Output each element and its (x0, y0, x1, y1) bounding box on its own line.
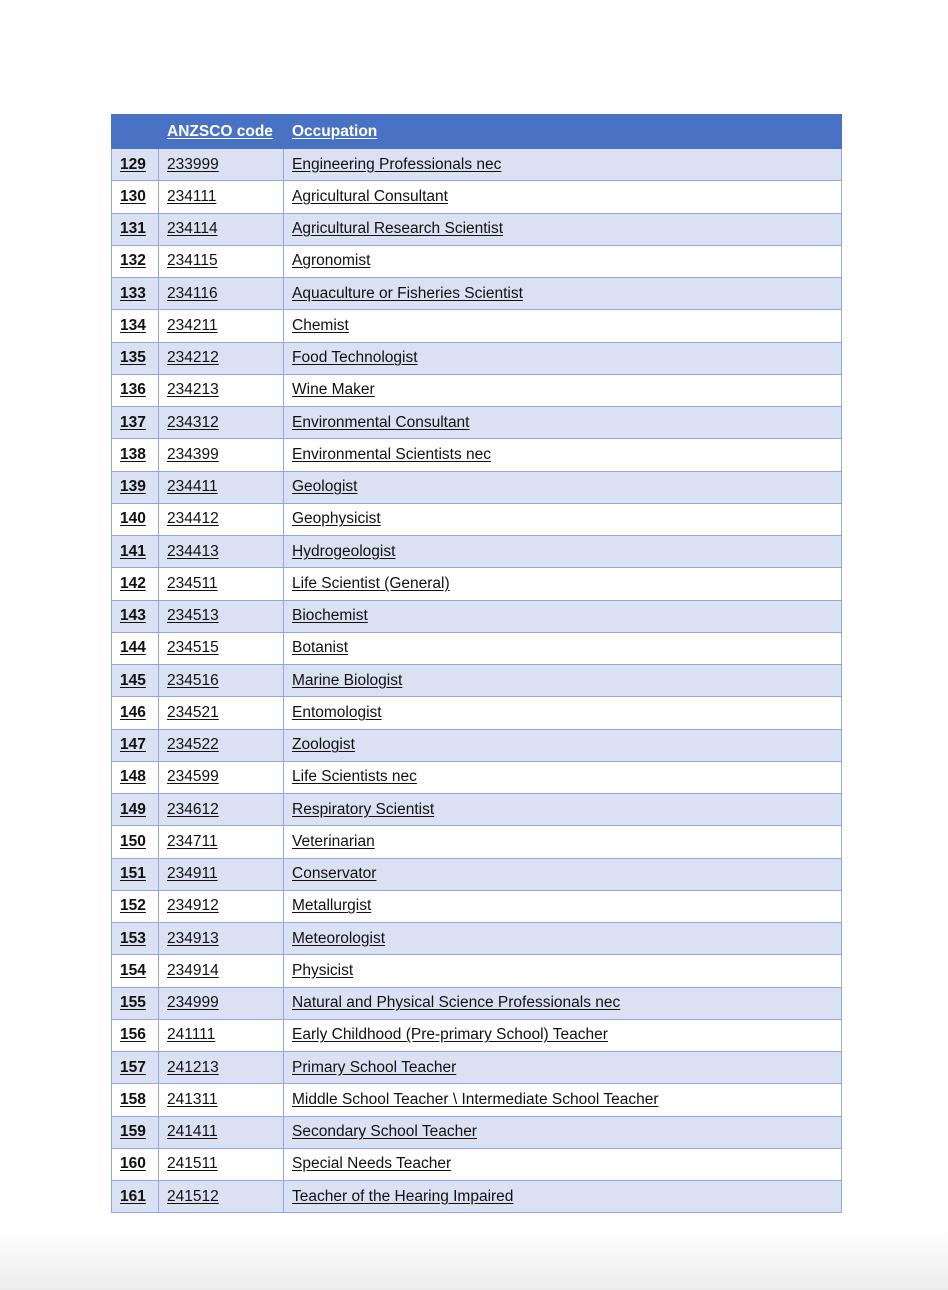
row-number[interactable]: 148 (112, 761, 159, 793)
table-row (112, 1019, 842, 1051)
table-row (112, 1084, 842, 1116)
row-number[interactable]: 156 (112, 1019, 159, 1051)
table-row (112, 632, 842, 664)
table-row (112, 1181, 842, 1213)
anzsco-code-link[interactable]: 234599 (159, 761, 284, 793)
occupation-link[interactable]: Biochemist (284, 600, 842, 632)
occupation-link[interactable]: Natural and Physical Science Professionals nec (284, 987, 842, 1019)
row-number[interactable]: 159 (112, 1116, 159, 1148)
table-row (112, 310, 842, 342)
table-row (112, 987, 842, 1019)
table-row (112, 697, 842, 729)
anzsco-code-link[interactable]: 233999 (159, 149, 284, 181)
occupation-link[interactable]: Conservator (284, 858, 842, 890)
occupation-table (111, 114, 842, 1213)
anzsco-code-link[interactable]: 241311 (159, 1084, 284, 1116)
table-row (112, 729, 842, 761)
anzsco-code-link[interactable]: 234516 (159, 665, 284, 697)
row-number[interactable]: 157 (112, 1052, 159, 1084)
occupation-link[interactable]: Physicist (284, 955, 842, 987)
row-number[interactable]: 130 (112, 181, 159, 213)
anzsco-code-link[interactable]: 234412 (159, 503, 284, 535)
row-number[interactable]: 155 (112, 987, 159, 1019)
occupation-link[interactable]: Aquaculture or Fisheries Scientist (284, 278, 842, 310)
table-row (112, 955, 842, 987)
row-number[interactable]: 139 (112, 471, 159, 503)
occupation-link[interactable]: Special Needs Teacher (284, 1148, 842, 1180)
anzsco-code-link[interactable]: 234521 (159, 697, 284, 729)
occupation-link[interactable]: Marine Biologist (284, 665, 842, 697)
anzsco-code-link[interactable]: 241511 (159, 1148, 284, 1180)
row-number[interactable]: 147 (112, 729, 159, 761)
row-number[interactable]: 151 (112, 858, 159, 890)
table-row (112, 536, 842, 568)
occupation-link[interactable]: Agronomist (284, 245, 842, 277)
header-number (112, 115, 159, 149)
anzsco-code-link[interactable]: 234211 (159, 310, 284, 342)
row-number[interactable]: 134 (112, 310, 159, 342)
anzsco-code-link[interactable]: 241512 (159, 1181, 284, 1213)
table-row (112, 181, 842, 213)
occupation-link[interactable]: Agricultural Research Scientist (284, 213, 842, 245)
table-row (112, 890, 842, 922)
anzsco-code-link[interactable]: 234114 (159, 213, 284, 245)
anzsco-code-link[interactable]: 234522 (159, 729, 284, 761)
table-row (112, 794, 842, 826)
row-number[interactable]: 129 (112, 149, 159, 181)
occupation-link[interactable]: Chemist (284, 310, 842, 342)
occupation-link[interactable]: Primary School Teacher (284, 1052, 842, 1084)
occupation-link[interactable]: Environmental Scientists nec (284, 439, 842, 471)
table-row (112, 213, 842, 245)
row-number[interactable]: 132 (112, 245, 159, 277)
anzsco-code-link[interactable]: 234511 (159, 568, 284, 600)
anzsco-code-link[interactable]: 234111 (159, 181, 284, 213)
occupation-link[interactable]: Meteorologist (284, 923, 842, 955)
row-number[interactable]: 133 (112, 278, 159, 310)
anzsco-code-link[interactable]: 234515 (159, 632, 284, 664)
anzsco-code-link[interactable]: 234312 (159, 407, 284, 439)
page-bottom-edge (0, 1228, 948, 1290)
row-number[interactable]: 135 (112, 342, 159, 374)
row-number[interactable]: 143 (112, 600, 159, 632)
table-row (112, 407, 842, 439)
table-row (112, 665, 842, 697)
row-number[interactable]: 153 (112, 923, 159, 955)
occupation-link[interactable]: Entomologist (284, 697, 842, 729)
table-row (112, 245, 842, 277)
row-number[interactable]: 158 (112, 1084, 159, 1116)
row-number[interactable]: 144 (112, 632, 159, 664)
row-number[interactable]: 150 (112, 826, 159, 858)
occupation-link[interactable]: Agricultural Consultant (284, 181, 842, 213)
anzsco-code-link[interactable]: 234914 (159, 955, 284, 987)
anzsco-code-link[interactable]: 234411 (159, 471, 284, 503)
table-row (112, 568, 842, 600)
row-number[interactable]: 161 (112, 1181, 159, 1213)
table-row (112, 1148, 842, 1180)
occupation-link[interactable]: Middle School Teacher \ Intermediate School Teacher (284, 1084, 842, 1116)
anzsco-code-link[interactable]: 234912 (159, 890, 284, 922)
row-number[interactable]: 152 (112, 890, 159, 922)
occupation-link[interactable]: Life Scientist (General) (284, 568, 842, 600)
table-row (112, 761, 842, 793)
table-row (112, 826, 842, 858)
table-body (112, 149, 842, 1213)
table-row (112, 858, 842, 890)
occupation-link[interactable]: Food Technologist (284, 342, 842, 374)
row-number[interactable]: 131 (112, 213, 159, 245)
row-number[interactable]: 145 (112, 665, 159, 697)
occupation-link[interactable]: Engineering Professionals nec (284, 149, 842, 181)
header-occupation[interactable]: Occupation (284, 115, 842, 149)
anzsco-code-link[interactable]: 234911 (159, 858, 284, 890)
occupation-link[interactable]: Environmental Consultant (284, 407, 842, 439)
anzsco-code-link[interactable]: 234399 (159, 439, 284, 471)
occupation-link[interactable]: Metallurgist (284, 890, 842, 922)
anzsco-code-link[interactable]: 234711 (159, 826, 284, 858)
occupation-link[interactable]: Secondary School Teacher (284, 1116, 842, 1148)
row-number[interactable]: 140 (112, 503, 159, 535)
occupation-link[interactable]: Wine Maker (284, 374, 842, 406)
table-row (112, 374, 842, 406)
anzsco-code-link[interactable]: 241411 (159, 1116, 284, 1148)
anzsco-code-link[interactable]: 234212 (159, 342, 284, 374)
anzsco-code-link[interactable]: 234913 (159, 923, 284, 955)
table-row (112, 439, 842, 471)
row-number[interactable]: 137 (112, 407, 159, 439)
anzsco-code-link[interactable]: 234999 (159, 987, 284, 1019)
occupation-link[interactable]: Early Childhood (Pre-primary School) Teacher (284, 1019, 842, 1051)
anzsco-code-link[interactable]: 234115 (159, 245, 284, 277)
table-row (112, 1052, 842, 1084)
table-row (112, 503, 842, 535)
row-number[interactable]: 154 (112, 955, 159, 987)
row-number[interactable]: 141 (112, 536, 159, 568)
anzsco-code-link[interactable]: 234413 (159, 536, 284, 568)
occupation-link[interactable]: Zoologist (284, 729, 842, 761)
table-row (112, 278, 842, 310)
table-row (112, 149, 842, 181)
table-row (112, 342, 842, 374)
table-row (112, 923, 842, 955)
row-number[interactable]: 136 (112, 374, 159, 406)
occupation-link[interactable]: Geophysicist (284, 503, 842, 535)
anzsco-code-link[interactable]: 234612 (159, 794, 284, 826)
occupation-link[interactable]: Hydrogeologist (284, 536, 842, 568)
table-row (112, 600, 842, 632)
anzsco-code-link[interactable]: 241111 (159, 1019, 284, 1051)
occupation-link[interactable]: Respiratory Scientist (284, 794, 842, 826)
anzsco-code-link[interactable]: 234213 (159, 374, 284, 406)
table-row (112, 1116, 842, 1148)
row-number[interactable]: 138 (112, 439, 159, 471)
row-number[interactable]: 149 (112, 794, 159, 826)
occupation-link[interactable]: Veterinarian (284, 826, 842, 858)
row-number[interactable]: 146 (112, 697, 159, 729)
table-header-row (112, 115, 842, 149)
header-anzsco-code[interactable]: ANZSCO code (159, 115, 284, 149)
occupation-link[interactable]: Botanist (284, 632, 842, 664)
table-row (112, 471, 842, 503)
occupation-link[interactable]: Teacher of the Hearing Impaired (284, 1181, 842, 1213)
occupation-link[interactable]: Life Scientists nec (284, 761, 842, 793)
anzsco-code-link[interactable]: 234116 (159, 278, 284, 310)
row-number[interactable]: 160 (112, 1148, 159, 1180)
row-number[interactable]: 142 (112, 568, 159, 600)
occupation-link[interactable]: Geologist (284, 471, 842, 503)
anzsco-code-link[interactable]: 241213 (159, 1052, 284, 1084)
anzsco-code-link[interactable]: 234513 (159, 600, 284, 632)
